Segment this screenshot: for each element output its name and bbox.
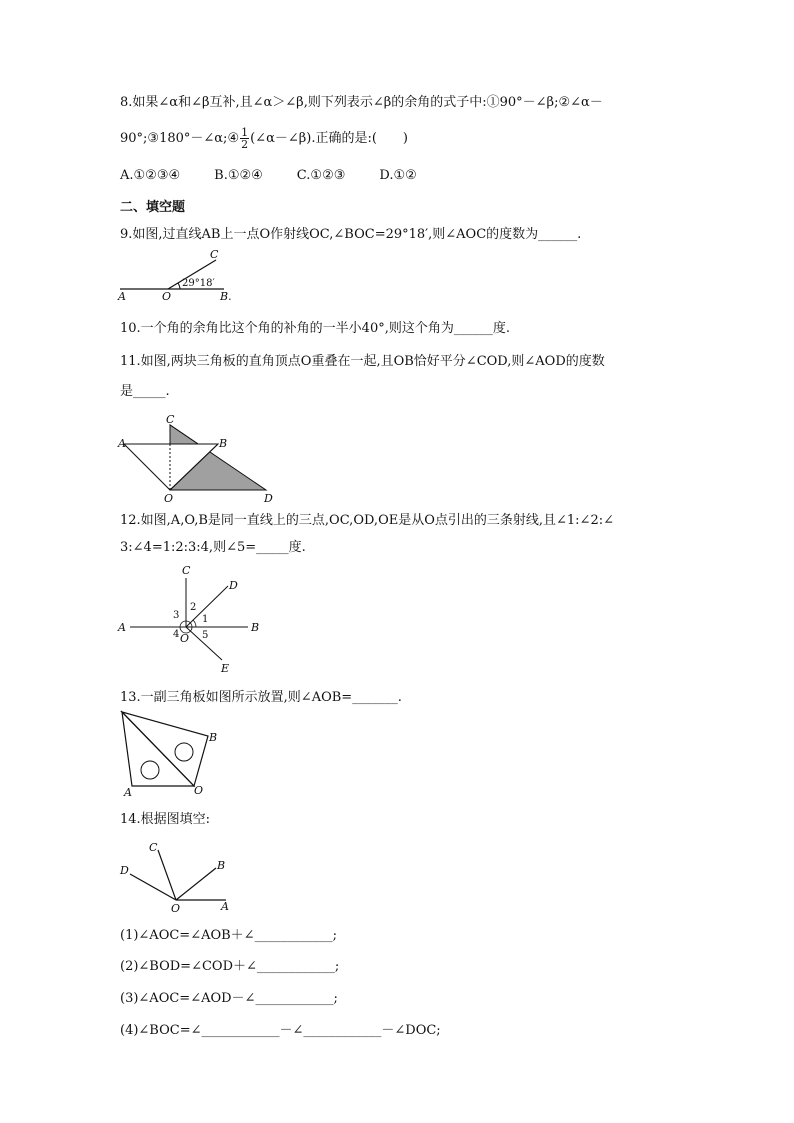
q12-label-5: 5 — [202, 630, 209, 641]
q9-text: 9.如图,过直线AB上一点O作射线OC,∠BOC=29°18′,则∠AOC的度数为______. — [120, 227, 582, 242]
q14-label-a: A — [221, 900, 229, 913]
fraction-denominator: 2 — [241, 138, 249, 151]
q12-label-o: O — [180, 632, 190, 645]
q8-line2-post: (∠α－∠β).正确的是:( ) — [250, 131, 408, 146]
q12-label-3: 3 — [173, 610, 180, 621]
q12-line1: 12.如图,A,O,B是同一直线上的三点,OC,OD,OE是从O点引出的三条射线,且∠1:∠2:∠ — [120, 513, 614, 528]
q10-text: 10.一个角的余角比这个角的补角的一半小40°,则这个角为______度. — [120, 321, 510, 336]
q11-label-c: C — [166, 413, 175, 426]
q8-option-c: C.①②③ — [296, 168, 346, 183]
q13-triangle-30-60 — [122, 712, 208, 786]
q12-figure — [118, 562, 268, 676]
q12-label-2: 2 — [190, 602, 197, 613]
q13-text: 13.一副三角板如图所示放置,则∠AOB=_______. — [120, 690, 402, 705]
q8-option-d: D.①② — [379, 168, 417, 183]
section-title-fill-blank: 二、填空题 — [120, 200, 186, 215]
q11-shaded-overlap-top — [170, 425, 198, 444]
q11-label-a: A — [118, 437, 126, 450]
q14-label-d: D — [120, 864, 129, 877]
q13-hole-right — [175, 743, 193, 761]
q11-figure — [118, 412, 278, 506]
q14-label-c: C — [149, 841, 158, 854]
q12-label-1: 1 — [202, 614, 209, 625]
q14-item-2: (2)∠BOD=∠COD＋∠____________; — [120, 959, 340, 974]
q13-label-a: A — [124, 786, 132, 799]
q8-fraction — [240, 127, 249, 150]
q14-label-o: O — [171, 902, 181, 915]
q9-label-b: B. — [220, 290, 232, 303]
q8-line2 — [120, 127, 408, 150]
q14-item-1: (1)∠AOC=∠AOB＋∠____________; — [120, 928, 337, 943]
q14-ray-oc — [158, 850, 176, 900]
q11-line1: 11.如图,两块三角板的直角顶点O重叠在一起,且OB恰好平分∠COD,则∠AOD的度数 — [120, 354, 605, 369]
q14-label-b: B — [217, 859, 226, 872]
q12-label-4: 4 — [173, 629, 180, 640]
q9-figure — [118, 248, 238, 304]
q9-label-c: C — [210, 248, 219, 261]
q12-angle-arc-outer — [193, 620, 196, 627]
q8-line2-pre: 90°;③180°－∠α;④ — [120, 131, 240, 146]
q12-line2: 3:∠4=1:2:3:4,则∠5=_____度. — [120, 540, 306, 555]
q14-ray-od — [130, 874, 176, 900]
q14-text: 14.根据图填空: — [120, 812, 211, 827]
q14-ray-ob — [176, 868, 216, 900]
q13-figure — [118, 708, 228, 800]
q9-label-o: O — [162, 290, 172, 303]
q13-label-b: B — [209, 731, 218, 744]
q14-figure — [118, 838, 238, 916]
q8-option-b: B.①②④ — [214, 168, 263, 183]
q8-option-a: A.①②③④ — [120, 168, 181, 183]
q12-label-e: E — [221, 662, 230, 675]
q14-item-4: (4)∠BOC=∠____________－∠____________－∠DOC; — [120, 1023, 441, 1038]
fraction-numerator: 1 — [241, 126, 249, 139]
q9-angle-arc — [178, 283, 180, 289]
q11-label-d: D — [264, 492, 273, 505]
q11-label-b: B — [219, 437, 228, 450]
q12-label-d: D — [229, 579, 238, 592]
q12-label-c: C — [182, 564, 191, 577]
q9-label-a: A — [118, 290, 126, 303]
q13-label-o: O — [194, 784, 204, 797]
q12-label-a: A — [118, 621, 126, 634]
q9-angle-label: 29°18′ — [182, 278, 215, 289]
q11-line2: 是_____. — [120, 384, 170, 399]
q11-label-o: O — [164, 492, 174, 505]
q13-hole-left — [141, 761, 159, 779]
q8-line1: 8.如果∠α和∠β互补,且∠α＞∠β,则下列表示∠β的余角的式子中:①90°－∠β;②∠α－ — [120, 95, 603, 110]
q8-options — [120, 166, 451, 186]
q12-label-b: B — [251, 621, 260, 634]
q14-item-3: (3)∠AOC=∠AOD－∠____________; — [120, 991, 338, 1006]
